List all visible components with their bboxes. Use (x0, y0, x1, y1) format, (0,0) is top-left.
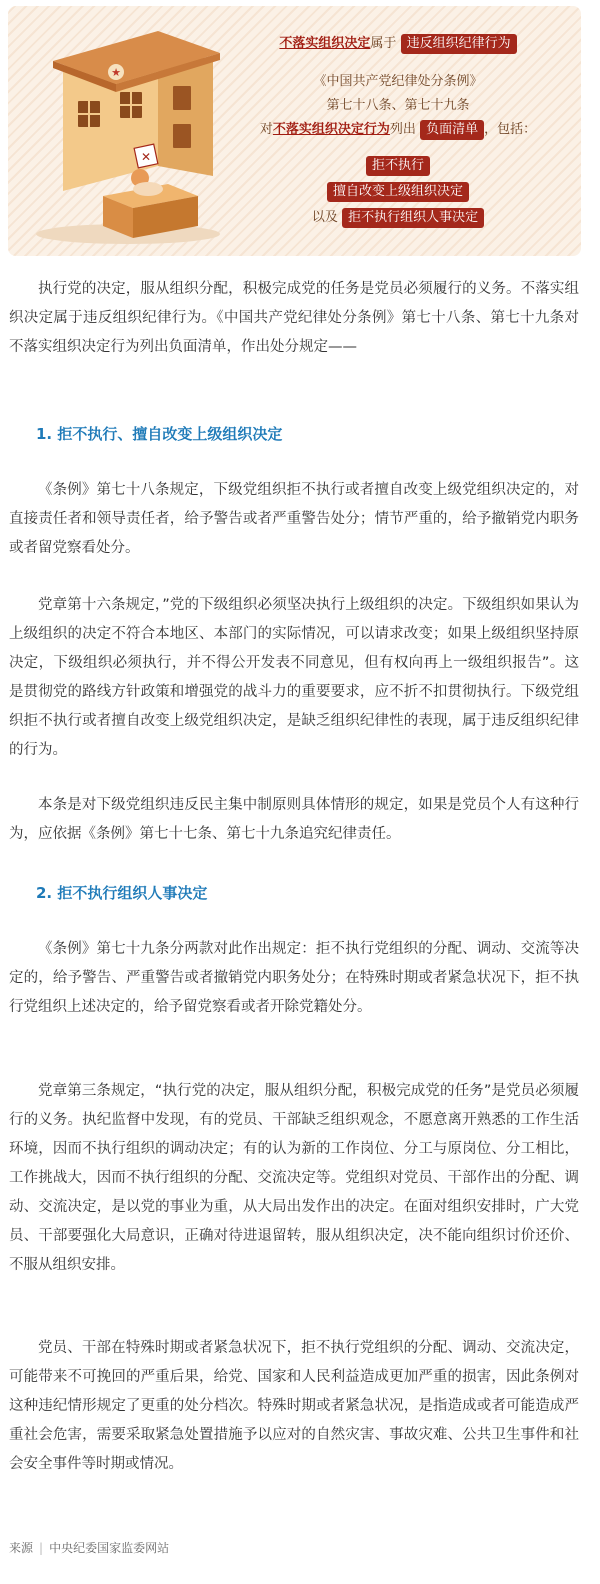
banner-tag: 违反组织纪律行为 (401, 34, 517, 54)
source-credit (9, 1539, 169, 1557)
banner-line-2: 《中国共产党纪律处分条例》 (313, 74, 483, 89)
source-separator: | (39, 1541, 44, 1555)
banner-item-3: 拒不执行组织人事决定 (342, 208, 484, 228)
banner-text: 以及 (311, 210, 338, 225)
building-illustration (8, 6, 238, 256)
banner-keyword: 不落实组织决定 (279, 36, 371, 51)
banner-line-1 (228, 34, 568, 54)
banner-text: ，包括： (484, 122, 537, 137)
banner-line-7 (228, 208, 568, 228)
banner-text: 对 (259, 122, 273, 137)
banner-item-2: 擅自改变上级组织决定 (327, 182, 469, 202)
source-label: 来源 (9, 1541, 34, 1555)
section-2-paragraph-1: 《条例》第七十九条分两款对此作出规定：拒不执行党组织的分配、调动、交流等决定的，给予警告、严重警告或者撤销党内职务处分；在特殊时期或者紧急状况下，拒不执行党组织上述决定的，给予留党察看或者开除党籍处分。 (9, 941, 579, 1015)
svg-text:✕: ✕ (140, 150, 152, 164)
section-2-paragraph-3: 党员、干部在特殊时期或者紧急状况下，拒不执行党组织的分配、调动、交流决定，可能带来不可挽回的严重后果，给党、国家和人民利益造成更加严重的损害，因此条例对这种违纪情形规定了更重的处分档次。特殊时期或者紧急状况，是指造成或者可能造成严重社会危害，需要采取紧急处置措施予以应对的自然灾害、事故灾难、公共卫生事件和社会安全事件等时期或情况。 (9, 1340, 579, 1472)
section-1-heading: 1. 拒不执行、擅自改变上级组织决定 (36, 425, 283, 443)
svg-text:★: ★ (111, 66, 121, 79)
banner-item-1: 拒不执行 (366, 156, 430, 176)
intro-paragraph: 执行党的决定，服从组织分配，积极完成党的任务是党员必须履行的义务。不落实组织决定属于违反组织纪律行为。《中国共产党纪律处分条例》第七十八条、第七十九条对不落实组织决定行为列出负面清单，作出处分规定—— (9, 281, 579, 355)
banner-line-4 (228, 120, 568, 140)
section-1-paragraph-3: 本条是对下级党组织违反民主集中制原则具体情形的规定，如果是党员个人有这种行为，应依据《条例》第七十七条、第七十九条追究纪律责任。 (9, 797, 579, 842)
header-banner (8, 6, 581, 256)
section-1-paragraph-2: 党章第十六条规定，”党的下级组织必须坚决执行上级组织的决定。下级组织如果认为上级组织的决定不符合本地区、本部门的实际情况，可以请求改变；如果上级组织坚持原决定，下级组织必须执行，并不得公开发表不同意见，但有权向再上一级组织报告”。这是贯彻党的路线方针政策和增强党的战斗力的重要要求，应不折不扣贯彻执行。下级党组织拒不执行或者擅自改变上级党组织决定，是缺乏组织纪律性的表现，属于违反组织纪律的行为。 (9, 597, 579, 758)
banner-line-5 (228, 156, 568, 176)
banner-text: 列出 (389, 122, 416, 137)
banner-keyword: 不落实组织决定行为 (272, 122, 390, 137)
section-1-paragraph-1: 《条例》第七十八条规定，下级党组织拒不执行或者擅自改变上级党组织决定的，对直接责任者和领导责任者，给予警告或者严重警告处分；情节严重的，给予撤销党内职务或者留党察看处分。 (9, 482, 579, 556)
banner-tag: 负面清单 (420, 120, 484, 140)
source-name: 中央纪委国家监委网站 (49, 1541, 170, 1555)
banner-line-6 (228, 182, 568, 202)
section-2-paragraph-2: 党章第三条规定，“执行党的决定，服从组织分配，积极完成党的任务”是党员必须履行的义务。执纪监督中发现，有的党员、干部缺乏组织观念，不愿意离开熟悉的工作生活环境，因而不执行组织的调动决定；有的认为新的工作岗位、分工与原岗位、分工相比，工作挑战大，因而不执行组织的分配、交流决定等。党组织对党员、干部作出的分配、调动、交流决定，是以党的事业为重，从大局出发作出的决定。在面对组织安排时，广大党员、干部要强化大局意识，正确对待进退留转，服从组织决定，决不能向组织讨价还价、不服从组织安排。 (9, 1083, 579, 1273)
banner-line-3: 第七十八条、第七十九条 (326, 98, 470, 113)
section-2-heading: 2. 拒不执行组织人事决定 (36, 884, 208, 902)
banner-text: 属于 (370, 36, 397, 51)
